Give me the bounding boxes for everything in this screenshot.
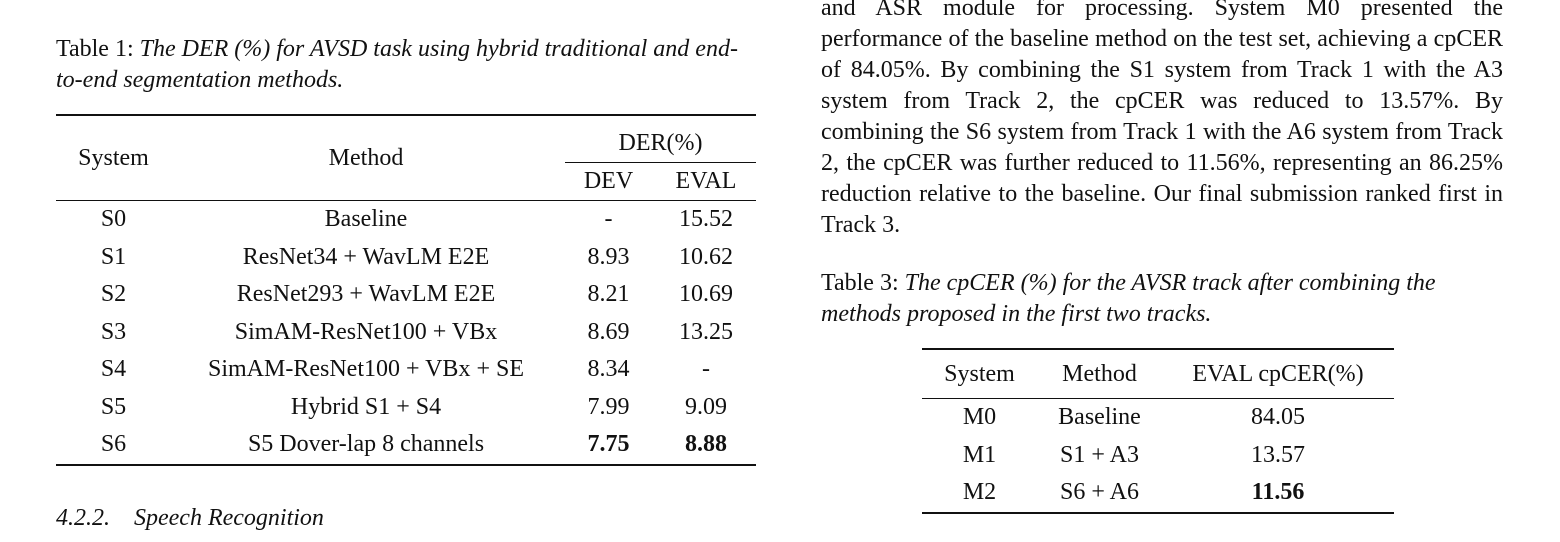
table3-cell-method: S1 + A3 — [1060, 441, 1139, 468]
table1-cell-system: S1 — [100, 243, 127, 270]
body-paragraph: and ASR module for processing. System M0 presented the performance of the baseline method on the test set, achieving a cpCER of 84.05%. By combining the S1 system from Track 1 with the A3 system from Track 2, the cpCER was reduced to 13.57%. By combining the S6 system from Track 1 with the A6 system from Track 2, the cpCER was further reduced to 11.56%, representing an 86.25% reduction relative to the baseline. Our final submission ranked first in Track 3. — [821, 0, 1503, 238]
table-row — [56, 276, 756, 314]
table1-cell-method: S5 Dover-lap 8 channels — [247, 431, 485, 458]
table3-cell-eval: 84.05 — [1251, 404, 1305, 431]
table1-cell-eval: 9.09 — [685, 393, 727, 420]
table3-caption-text: The cpCER (%) for the AVSR track after combining the methods proposed in the first two tracks. — [821, 270, 1436, 327]
table3-cell-system: M2 — [962, 479, 997, 506]
table3-header-system: System — [944, 360, 1015, 387]
table1-cell-method: ResNet293 + WavLM E2E — [236, 281, 496, 308]
table1-cell-method: Hybrid S1 + S4 — [290, 393, 442, 420]
table1-der — [56, 114, 756, 466]
table3-cell-method: S6 + A6 — [1060, 479, 1139, 506]
table3-caption — [821, 268, 1503, 330]
table3-label: Table 3: — [821, 270, 899, 296]
table3-cpcer — [922, 348, 1394, 514]
table1-caption-text: The DER (%) for AVSD task using hybrid traditional and end-to-end segmentation methods. — [56, 36, 738, 93]
table1-cell-dev-best: 7.75 — [587, 431, 630, 458]
table3-cell-eval-best: 11.56 — [1251, 479, 1305, 506]
table1-cell-eval: - — [702, 356, 710, 383]
table1-cell-method: ResNet34 + WavLM E2E — [242, 243, 490, 270]
table1-cell-system: S3 — [100, 318, 127, 345]
table1-cell-method: Baseline — [324, 206, 408, 233]
table1-header-system: System — [56, 115, 171, 201]
table1-caption — [56, 34, 758, 96]
table1-cell-system: S4 — [100, 356, 127, 383]
table1-header-der — [561, 115, 756, 163]
table1-cell-method: SimAM-ResNet100 + VBx — [234, 318, 498, 345]
table1-cell-eval-best: 8.88 — [685, 431, 727, 458]
table3-header-method: Method — [1062, 360, 1137, 387]
table1-cell-system: S5 — [100, 393, 127, 420]
table3-header-eval: EVAL cpCER(%) — [1192, 360, 1364, 387]
table1-cell-dev: 8.69 — [587, 318, 630, 345]
table-row — [56, 351, 756, 389]
table1-cell-dev: 8.21 — [587, 281, 630, 308]
table-row — [56, 201, 756, 239]
table1-cell-dev: 7.99 — [587, 393, 630, 420]
table3-cell-system: M0 — [962, 404, 997, 431]
table-row — [56, 426, 756, 465]
table1-header-eval: EVAL — [656, 163, 756, 201]
table1-cell-method: SimAM-ResNet100 + VBx + SE — [208, 356, 524, 383]
table1-label: Table 1: — [56, 36, 134, 62]
table3-cell-eval: 13.57 — [1251, 441, 1305, 468]
section-heading: 4.2.2. Speech Recognition — [56, 505, 324, 531]
table-row — [56, 389, 756, 427]
table1-cell-eval: 10.69 — [679, 281, 733, 308]
table1-header-der-label: DER(%) — [565, 116, 756, 163]
table1-header-dev: DEV — [561, 163, 656, 201]
table1-header-method: Method — [171, 115, 561, 201]
table-row — [56, 314, 756, 352]
table1-cell-eval: 10.62 — [679, 243, 733, 270]
table1-cell-eval: 13.25 — [679, 318, 733, 345]
table-row — [56, 239, 756, 277]
table-row — [922, 474, 1394, 513]
table-row — [922, 437, 1394, 475]
table1-cell-dev: - — [604, 206, 613, 233]
table3-cell-method: Baseline — [1058, 404, 1141, 431]
table1-cell-eval: 15.52 — [679, 206, 733, 233]
table1-cell-system: S2 — [100, 281, 127, 308]
table1-cell-dev: 8.93 — [587, 243, 630, 270]
table-row — [922, 399, 1394, 437]
table3-cell-system: M1 — [962, 441, 997, 468]
table1-cell-system: S6 — [100, 431, 127, 458]
table1-cell-dev: 8.34 — [587, 356, 630, 383]
table1-cell-system: S0 — [100, 206, 127, 233]
